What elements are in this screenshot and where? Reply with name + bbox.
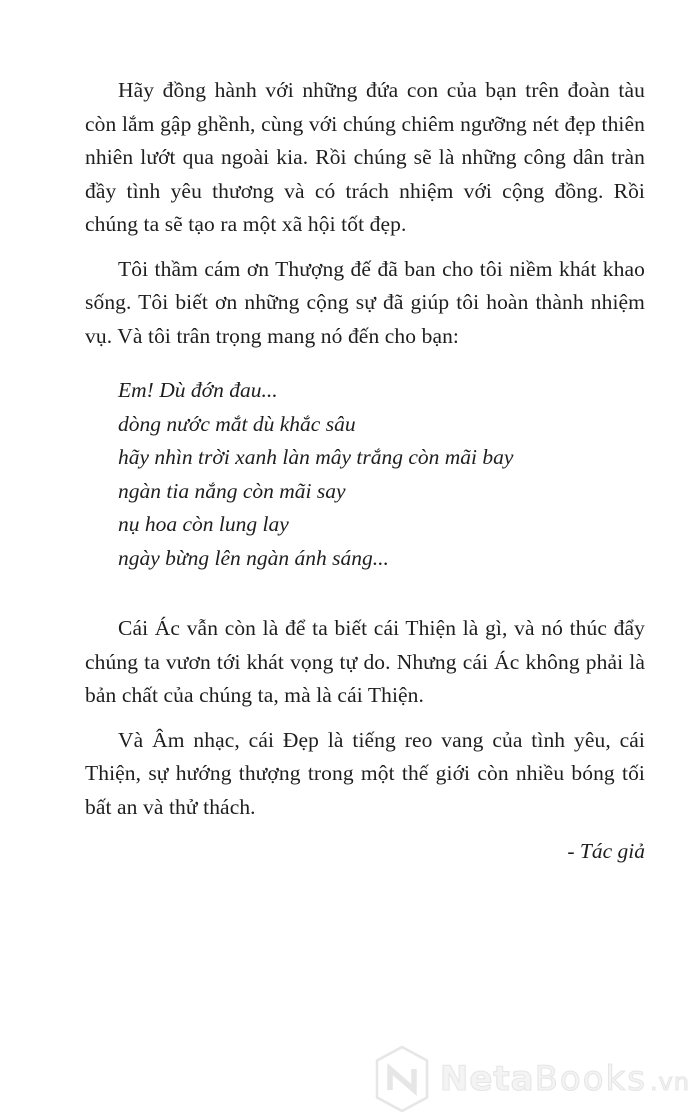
netabooks-hexagon-n-logo-icon xyxy=(371,1044,433,1114)
poem-line: ngàn tia nắng còn mãi say xyxy=(118,478,346,503)
poem-line: dòng nước mắt dù khắc sâu xyxy=(118,411,356,436)
watermark-brand-primary: Neta xyxy=(439,1059,535,1099)
poem-line: Em! Dù đớn đau... xyxy=(118,378,278,402)
watermark-brand-secondary: Books xyxy=(534,1059,647,1099)
author-signature: - Tác giả xyxy=(567,839,645,863)
paragraph: Hãy đồng hành với những đứa con của bạn trên đoàn tàu còn lắm gập ghềnh, cùng với chúng chiêm ngưỡng nét đẹp thiên nhiên lướt qua ngoài kia. Rồi chúng sẽ là những công dân tràn đầy tình yêu thương và có trách nhiệm với cộng đồng. Rồi chúng ta sẽ tạo ra một xã hội tốt đẹp. xyxy=(85,78,645,236)
poem xyxy=(118,374,645,575)
paragraph: Tôi thầm cám ơn Thượng đế đã ban cho tôi niềm khát khao sống. Tôi biết ơn những cộng sự đã giúp tôi hoàn thành nhiệm vụ. Và tôi trân trọng mang nó đến cho bạn: xyxy=(85,256,645,348)
paragraph: Và Âm nhạc, cái Đẹp là tiếng reo vang của tình yêu, cái Thiện, sự hướng thượng trong một thế giới còn nhiều bóng tối bất an và thử thách. xyxy=(85,727,645,819)
page-text-block xyxy=(85,74,645,869)
watermark-wordmark xyxy=(439,1059,690,1099)
paragraph: Cái Ác vẫn còn là để ta biết cái Thiện là gì, và nó thúc đẩy chúng ta vươn tới khát vọng tự do. Nhưng cái Ác không phải là bản chất của chúng ta, mà là cái Thiện. xyxy=(85,616,645,707)
poem-line: ngày bừng lên ngàn ánh sáng... xyxy=(118,545,389,570)
poem-line: hãy nhìn trời xanh làn mây trắng còn mãi bay xyxy=(118,445,514,469)
watermark-domain-suffix: .vn xyxy=(649,1068,690,1096)
netabooks-watermark xyxy=(371,1044,690,1114)
poem-line: nụ hoa còn lung lay xyxy=(118,512,289,536)
